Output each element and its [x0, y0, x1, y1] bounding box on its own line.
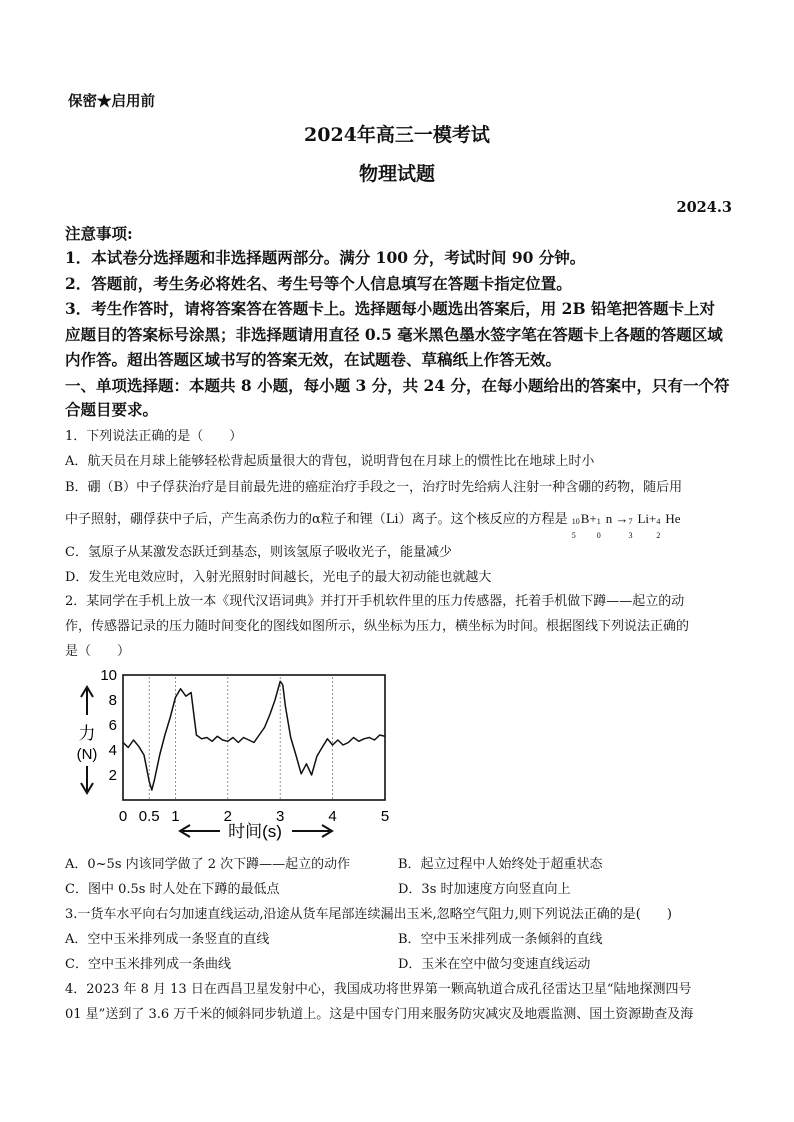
exam-title: 2024年高三一模考试 — [304, 124, 490, 146]
question-3-stem: 3.一货车水平向右匀加速直线运动,沿途从货车尾部连续漏出玉米,忽略空气阻力,则下列说法正确的是( ) — [65, 907, 672, 922]
x-tick-label: 2 — [223, 808, 232, 825]
y-tick-label: 10 — [100, 667, 117, 684]
exam-date: 2024.3 — [676, 199, 732, 216]
question-1-option-b-line-2 — [65, 508, 681, 540]
up-arrow-icon — [81, 687, 93, 715]
question-1-option-d: D．发生光电效应时，入射光照射时间越长，光电子的最大初动能也就越大 — [65, 570, 492, 585]
notice-item-3-line-1: 3．考生作答时，请将答案答在答题卡上。选择题每小题选出答案后，用 2B 铅笔把答题卡上对 — [65, 299, 715, 318]
section-1-heading-line-2: 合题目要求。 — [65, 400, 159, 419]
question-2-option-d: D．3s 时加速度方向竖直向上 — [398, 882, 571, 897]
plot-frame — [123, 675, 385, 800]
question-4-line-2: 01 星”送到了 3.6 万千米的倾斜同步轨道上。这是中国专门用来服务防灾减灾及地震监测、国土资源勘查及海 — [65, 1007, 694, 1022]
y-tick-label: 6 — [108, 717, 117, 734]
question-2-option-c: C．图中 0.5s 时人处在下蹲的最低点 — [65, 882, 280, 897]
notice-item-2: 2．答题前，考生务必将姓名、考生号等个人信息填写在答题卡指定位置。 — [65, 274, 572, 293]
question-3-option-a: A．空中玉米排列成一条竖直的直线 — [65, 932, 270, 947]
x-tick-label: 1 — [171, 808, 180, 825]
y-axis-label: 力 — [78, 724, 96, 743]
question-2-option-b: B．起立过程中人始终处于超重状态 — [398, 857, 603, 872]
question-1-option-c: C．氢原子从某激发态跃迁到基态，则该氢原子吸收光子，能量减少 — [65, 545, 452, 560]
question-2-line-3: 是（ ） — [65, 644, 131, 659]
question-3-option-d: D．玉米在空中做匀变速直线运动 — [398, 957, 591, 972]
left-arrow-icon — [180, 825, 220, 837]
confidential-mark: 保密★启用前 — [68, 93, 155, 110]
x-tick-label: 3 — [276, 808, 285, 825]
question-4-line-1: 4．2023 年 8 月 13 日在西昌卫星发射中心，我国成功将世界第一颗高轨道合成孔径雷达卫星“陆地探测四号 — [65, 982, 692, 997]
y-tick-label: 4 — [108, 742, 117, 759]
x-axis-label: 时间(s) — [228, 822, 282, 841]
x-tick-label: 0 — [118, 808, 128, 825]
option-b-text: 中子照射，硼俘获中子后，产生高杀伤力的α粒子和锂（Li）离子。这个核反应的方程是 — [65, 512, 568, 527]
question-2-option-a: A．0~5s 内该同学做了 2 次下蹲——起立的动作 — [65, 857, 351, 872]
nuclear-equation: 10 5 B+ 1 0 n → 7 3 Li+ 4 2 He — [571, 511, 681, 540]
question-1-stem: 1．下列说法正确的是（ ） — [65, 429, 243, 444]
question-3-option-c: C．空中玉米排列成一条曲线 — [65, 957, 231, 972]
notice-heading: 注意事项: — [65, 224, 133, 243]
x-tick-label: 5 — [380, 808, 390, 825]
section-1-heading-line-1: 一、单项选择题：本题共 8 小题，每小题 3 分，共 24 分，在每小题给出的答案中，只有一个符 — [65, 376, 730, 395]
notice-item-3-line-2: 应题目的答案标号涂黑；非选择题请用直径 0.5 毫米黑色墨水签字笔在答题卡上各题的答题区域 — [65, 325, 723, 344]
right-arrow-icon — [292, 825, 332, 837]
question-1-option-b-line-1: B．硼（B）中子俘获治疗是目前最先进的癌症治疗手段之一，治疗时先给病人注射一种含硼的药物，随后用 — [65, 480, 683, 495]
question-2-line-2: 作，传感器记录的压力随时间变化的图线如图所示，纵坐标为压力，横坐标为时间。根据图线下列说法正确的 — [65, 619, 690, 634]
subject-title: 物理试题 — [358, 163, 435, 185]
down-arrow-icon — [81, 766, 93, 793]
force-time-chart — [60, 663, 400, 843]
question-2-line-1: 2．某同学在手机上放一本《现代汉语词典》并打开手机软件里的压力传感器，托着手机做下蹲——起立的动 — [65, 594, 685, 609]
x-tick-label: 0.5 — [138, 808, 160, 825]
notice-item-1: 1．本试卷分选择题和非选择题两部分。满分 100 分，考试时间 90 分钟。 — [65, 248, 586, 267]
y-tick-label: 8 — [108, 692, 117, 709]
y-tick-label: 2 — [108, 767, 117, 784]
question-1-option-a: A．航天员在月球上能够轻松背起质量很大的背包，说明背包在月球上的惯性比在地球上时小 — [65, 454, 595, 469]
question-3-option-b: B．空中玉米排列成一条倾斜的直线 — [398, 932, 603, 947]
x-tick-label: 4 — [328, 808, 337, 825]
notice-item-3-line-3: 内作答。超出答题区域书写的答案无效，在试题卷、草稿纸上作答无效。 — [65, 350, 562, 369]
y-axis-unit: (N) — [76, 746, 98, 763]
force-series-line — [123, 681, 385, 790]
